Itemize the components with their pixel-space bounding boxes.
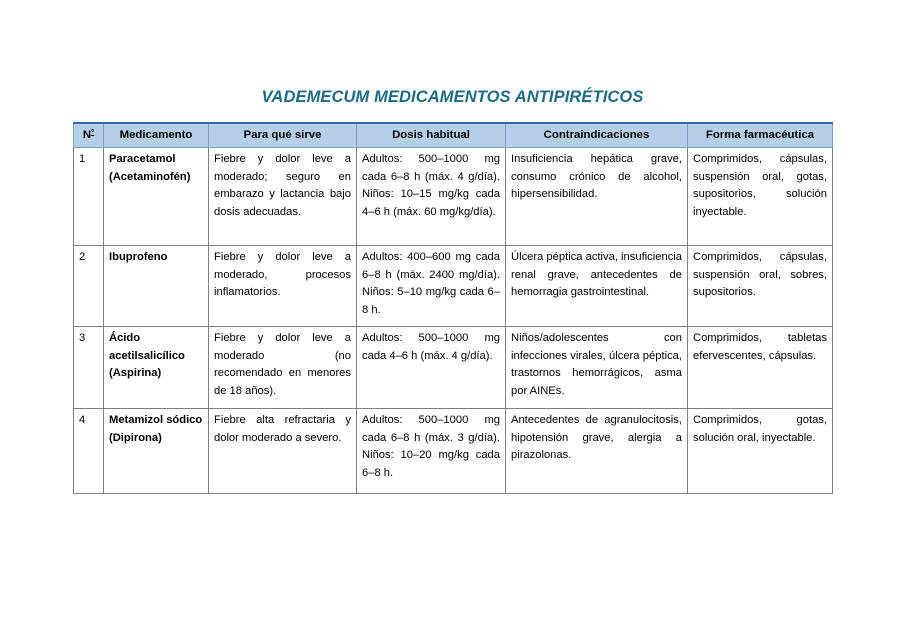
medicamento-alias: (Acetaminofén) (109, 170, 191, 183)
column-header-uso: Para qué sirve (209, 123, 357, 148)
cell-medicamento (104, 327, 209, 409)
ordinal-marker: º (91, 127, 95, 137)
cell-forma: Comprimidos, cápsulas, suspensión oral, sobres, supositorios. (688, 246, 833, 327)
cell-medicamento (104, 246, 209, 327)
table-row (74, 409, 833, 494)
column-header-forma: Forma farmacéutica (688, 123, 833, 148)
medicamento-name: Paracetamol (109, 153, 176, 166)
cell-contraindicaciones: Úlcera péptica activa, insuficiencia renal grave, antecedentes de hemorragia gastrointestinal. (506, 246, 688, 327)
cell-dosis: Adultos: 400–600 mg cada 6–8 h (máx. 2400 mg/día). Niños: 5–10 mg/kg cada 6–8 h. (357, 246, 506, 327)
cell-uso: Fiebre y dolor leve a moderado; seguro en embarazo y lactancia bajo dosis adecuadas. (209, 148, 357, 246)
cell-contraindicaciones: Antecedentes de agranulocitosis, hipotensión grave, alergia a pirazolonas. (506, 409, 688, 494)
page-title: VADEMECUM MEDICAMENTOS ANTIPIRÉTICOS (261, 88, 644, 106)
cell-num: 2 (74, 246, 104, 327)
table-row (74, 327, 833, 409)
table-header-row (74, 123, 833, 148)
vademecum-table-container (73, 122, 832, 494)
cell-uso: Fiebre y dolor leve a moderado (no recomendado en menores de 18 años). (209, 327, 357, 409)
table-row (74, 246, 833, 327)
table-row (74, 148, 833, 246)
cell-medicamento (104, 409, 209, 494)
cell-num: 1 (74, 148, 104, 246)
cell-uso: Fiebre alta refractaria y dolor moderado a severo. (209, 409, 357, 494)
medicamento-name: Ácido acetilsalicílico (109, 332, 185, 362)
cell-contraindicaciones: Insuficiencia hepática grave, consumo crónico de alcohol, hipersensibilidad. (506, 148, 688, 246)
cell-num: 4 (74, 409, 104, 494)
cell-num: 3 (74, 327, 104, 409)
medicamento-alias: (Dipirona) (109, 431, 162, 444)
column-header-med: Medicamento (104, 123, 209, 148)
medicamento-alias: (Aspirina) (109, 367, 162, 380)
cell-dosis: Adultos: 500–1000 mg cada 4–6 h (máx. 4 g/día). (357, 327, 506, 409)
cell-medicamento (104, 148, 209, 246)
cell-uso: Fiebre y dolor leve a moderado, procesos inflamatorios. (209, 246, 357, 327)
column-header-contra: Contraindicaciones (506, 123, 688, 148)
column-header-dosis: Dosis habitual (357, 123, 506, 148)
cell-contraindicaciones: Niños/adolescentes con infecciones virales, úlcera péptica, trastornos hemorrágicos, asma por AINEs. (506, 327, 688, 409)
medicamento-name: Ibuprofeno (109, 251, 168, 264)
cell-forma: Comprimidos, cápsulas, suspensión oral, gotas, supositorios, solución inyectable. (688, 148, 833, 246)
medicamento-name: Metamizol sódico (109, 414, 203, 427)
cell-dosis: Adultos: 500–1000 mg cada 6–8 h (máx. 3 g/día). Niños: 10–20 mg/kg cada 6–8 h. (357, 409, 506, 494)
cell-forma: Comprimidos, tabletas efervescentes, cápsulas. (688, 327, 833, 409)
vademecum-table (73, 122, 833, 494)
cell-forma: Comprimidos, gotas, solución oral, inyectable. (688, 409, 833, 494)
cell-dosis: Adultos: 500–1000 mg cada 6–8 h (máx. 4 g/día). Niños: 10–15 mg/kg cada 4–6 h (máx. 60 mg/kg/día). (357, 148, 506, 246)
column-header-num: $N^º$ (74, 123, 104, 148)
